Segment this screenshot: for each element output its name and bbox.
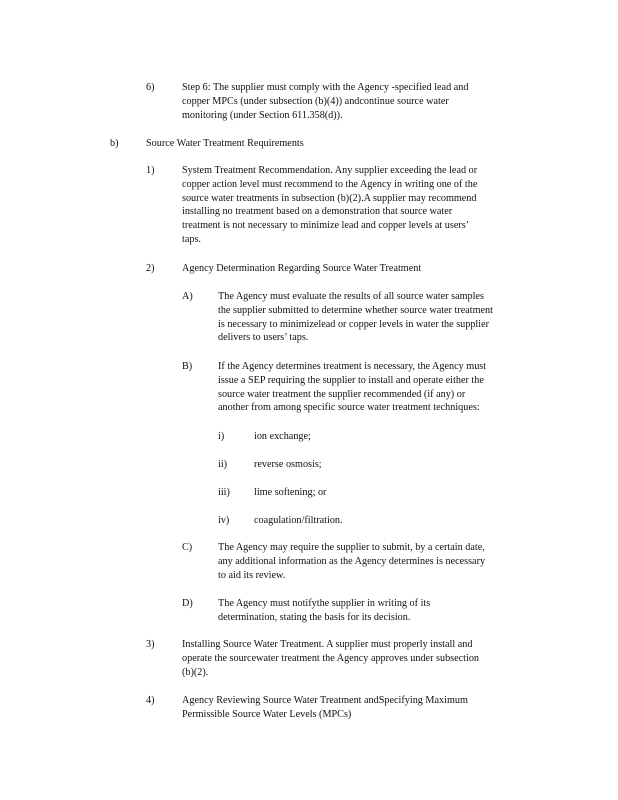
item-1-number: 1) [146,165,155,176]
item-2b-text [218,360,534,415]
text-line: treatment is not necessary to minimize lead and copper levels at users’ [182,220,470,232]
text-line: (b)(2). [182,666,209,678]
item-2a-letter: A) [182,291,193,302]
section-b-label: b) [110,138,119,149]
text-line: delivers to users’ taps. [218,332,309,344]
text-line: installing no treatment based on a demonstration that source water [182,206,453,218]
text-line: source water treatment the supplier recommended (if any) or [218,388,466,400]
text-line: Permissible Source Water Levels (MPCs) [182,708,352,720]
item-4-number: 4) [146,695,155,706]
text-line: Step 6: The supplier must comply with the Agency -specified lead and [182,82,469,93]
item-2c-text [218,541,528,582]
item-3-text [182,638,530,679]
text-line: the supplier submitted to determine whether source water treatment [218,304,493,316]
text-line: The Agency must evaluate the results of all source water samples [218,291,484,302]
item-1-text [182,164,534,247]
step6-number: 6) [146,82,155,93]
item-2a-text [218,290,534,345]
text-line: Agency Reviewing Source Water Treatment andSpecifying Maximum [182,695,468,706]
list-text: coagulation/filtration. [254,515,343,526]
text-line: to aid its review. [218,569,286,581]
list-numeral: iv) [218,515,230,526]
list-text: reverse osmosis; [254,459,322,470]
item-2c-letter: C) [182,542,193,553]
item-3-number: 3) [146,639,155,650]
item-2d-text [218,597,478,625]
text-line: is necessary to minimizelead or copper levels in water the supplier [218,318,490,330]
text-line: Installing Source Water Treatment. A supplier must properly install and [182,639,473,650]
text-line: System Treatment Recommendation. Any supplier exceeding the lead or [182,165,478,176]
list-numeral: ii) [218,459,228,470]
text-line: If the Agency determines treatment is necessary, the Agency must [218,361,487,372]
text-line: taps. [182,233,201,245]
item-4-text [182,694,514,722]
text-line: monitoring (under Section 611.358(d)). [182,109,343,121]
text-line: The Agency must notifythe supplier in writing of its [218,598,431,609]
list-numeral: i) [218,431,225,442]
text-line: copper MPCs (under subsection (b)(4)) andcontinue source water [182,95,449,107]
text-line: The Agency may require the supplier to submit, by a certain date, [218,542,485,553]
text-line: issue a SEP requiring the supplier to install and operate either the [218,374,484,386]
list-numeral: iii) [218,487,230,498]
text-line: determination, stating the basis for its decision. [218,611,411,623]
text-line: operate the sourcewater treatment the Agency approves under subsection [182,652,480,664]
item-2b-letter: B) [182,361,193,372]
list-text: ion exchange; [254,431,311,442]
text-line: another from among specific source water treatment techniques: [218,402,480,414]
item-2d-letter: D) [182,598,193,609]
text-line: source water treatments in subsection (b)(2).A supplier may recommend [182,192,477,204]
text-line: any additional information as the Agency determines is necessary [218,555,486,567]
section-b-title: Source Water Treatment Requirements [146,138,304,149]
list-text: lime softening; or [254,487,327,498]
text-line: copper action level must recommend to the Agency in writing one of the [182,178,478,190]
item-2-title: Agency Determination Regarding Source Water Treatment [182,263,422,274]
item-2-number: 2) [146,263,155,274]
step6-text [182,81,520,122]
